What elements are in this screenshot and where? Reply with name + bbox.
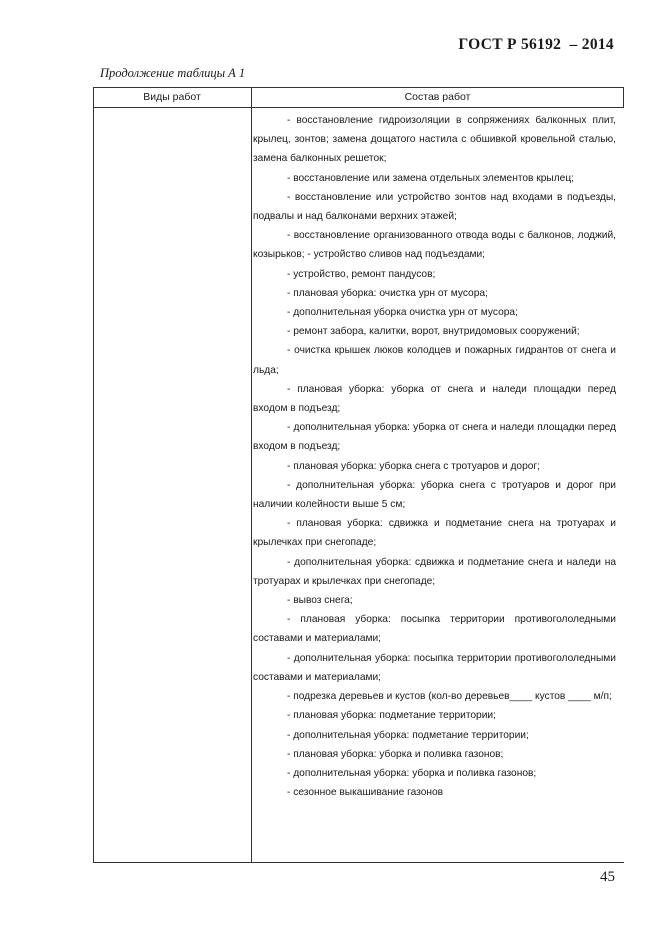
work-composition-list bbox=[253, 111, 616, 802]
list-item: - восстановление организованного отвода воды с балконов, лоджий, козырьков; - устройство сливов над подъездами; bbox=[253, 230, 616, 261]
list-item: - сезонное выкашивание газонов bbox=[287, 787, 444, 799]
list-item: - восстановление гидроизоляции в сопряжениях балконных плит, крылец, зонтов; замена дощатого настила с обшивкой кровельной сталью, замена балконных решеток; bbox=[253, 115, 616, 165]
list-item: - дополнительная уборка очистка урн от мусора; bbox=[287, 307, 518, 319]
column-header-work-types: Виды работ bbox=[143, 91, 201, 103]
page-number: 45 bbox=[600, 869, 615, 885]
list-item: - ремонт забора, калитки, ворот, внутридомовых сооружений; bbox=[287, 326, 580, 338]
works-table bbox=[93, 87, 624, 863]
list-item: - дополнительная уборка: сдвижка и подметание снега и наледи на тротуарах и крылечках при снегопаде; bbox=[253, 556, 616, 587]
list-item: - плановая уборка: посыпка территории противогололедными составами и материалами; bbox=[253, 614, 616, 645]
list-item: - дополнительная уборка: посыпка территории противогололедными составами и материалами; bbox=[253, 652, 616, 683]
table-bottom-border bbox=[93, 862, 624, 863]
list-item: - плановая уборка: уборка снега с тротуаров и дорог; bbox=[287, 460, 540, 472]
table-caption: Продолжение таблицы А 1 bbox=[100, 66, 246, 80]
list-item: - плановая уборка: очистка урн от мусора; bbox=[287, 287, 488, 299]
list-item: - вывоз снега; bbox=[287, 595, 353, 607]
list-item: - дополнительная уборка: уборка от снега и наледи площадки перед входом в подъезд; bbox=[253, 422, 616, 453]
list-item: - дополнительная уборка: подметание территории; bbox=[287, 729, 529, 741]
table-right-border bbox=[623, 87, 624, 107]
list-item: - дополнительная уборка: уборка снега с тротуаров и дорог при наличии колейности выше 5 см; bbox=[253, 479, 616, 511]
column-header-work-composition: Состав работ bbox=[404, 91, 471, 103]
list-item: - плановая уборка: уборка от снега и наледи площадки перед входом в подъезд; bbox=[253, 383, 616, 415]
list-item: - плановая уборка: подметание территории; bbox=[287, 710, 496, 722]
list-item: - подрезка деревьев и кустов (кол-во деревьев____ кустов ____ м/п; bbox=[287, 691, 612, 703]
list-item: - восстановление или замена отдельных элементов крылец; bbox=[287, 172, 574, 184]
table-top-border bbox=[93, 87, 624, 88]
document-code: ГОСТ Р 56192 – 2014 bbox=[458, 36, 614, 53]
list-item: - дополнительная уборка: уборка и поливка газонов; bbox=[287, 767, 537, 779]
list-item: - устройство, ремонт пандусов; bbox=[287, 268, 436, 280]
list-item: - восстановление или устройство зонтов над входами в подъезды, подвалы и над балконами верхних этажей; bbox=[253, 191, 616, 223]
table-left-border bbox=[93, 87, 94, 863]
list-item: - очистка крышек люков колодцев и пожарных гидрантов от снега и льда; bbox=[253, 345, 616, 376]
list-item: - плановая уборка: сдвижка и подметание снега на тротуарах и крылечках при снегопаде; bbox=[253, 518, 616, 549]
list-item: - плановая уборка: уборка и поливка газонов; bbox=[287, 748, 504, 760]
column-divider bbox=[251, 87, 252, 863]
header-divider bbox=[93, 107, 624, 108]
